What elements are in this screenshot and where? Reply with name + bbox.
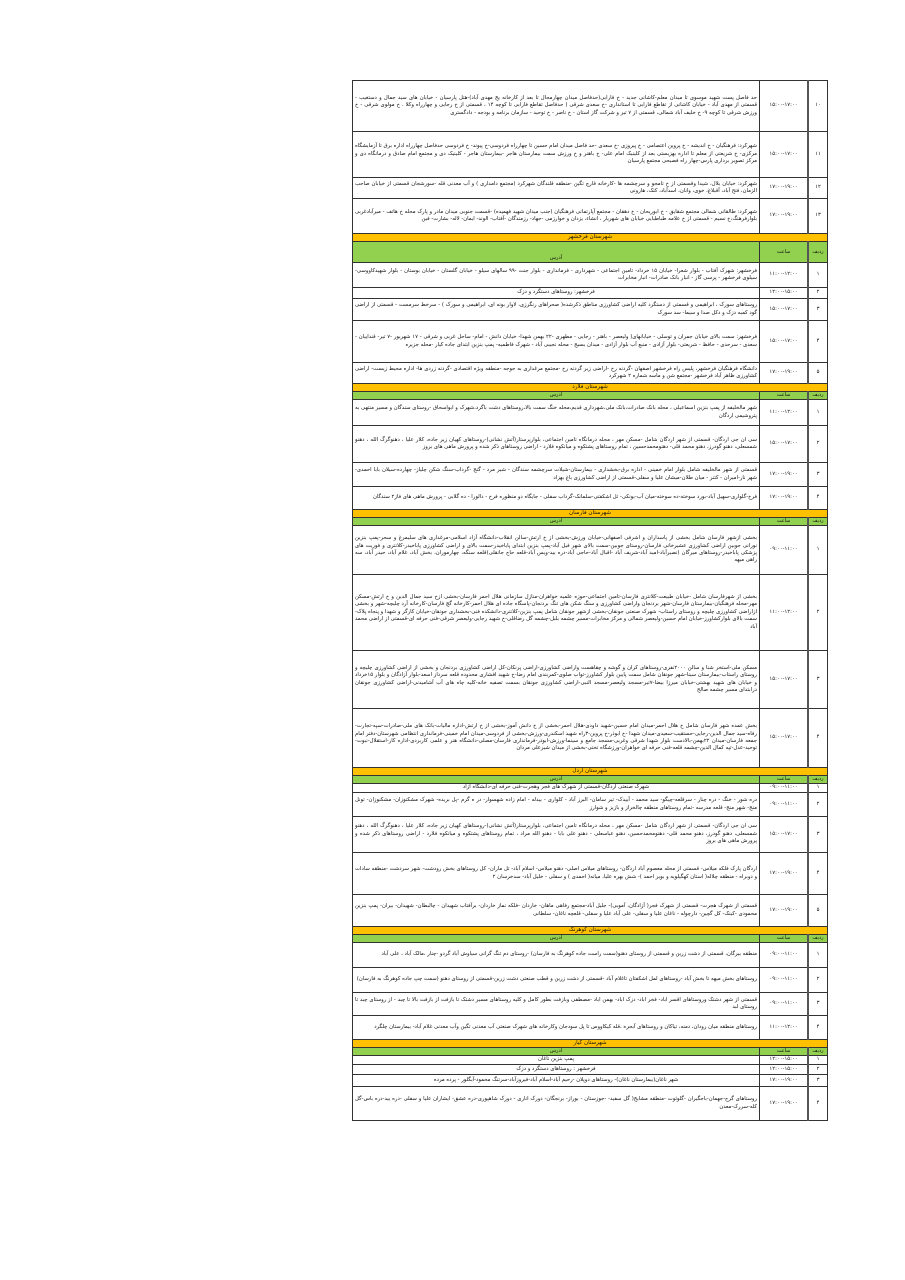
outage-address: روستاهای سورک ، ابراهیمی و قسمتی از دستگرد کلیه اراضی کشاورزی مناطق ذکرشده( صحراهای رنگرزی، لاوار بونه ای، ابراهیمی و سورک ) - سرخط سرمست - قسمتی از اراضی گود کمبه دزک و دکل صدا و سیما- سد سورک [353, 299, 760, 321]
table-row [353, 895, 828, 927]
table-row [353, 1056, 828, 1065]
table-row [353, 178, 828, 199]
outage-address: روستاهای منطقه میان رودان، دمنه، تیاکان و روستاهای آبحره ،قله کیکاووس تا پل سودجان وکارخانه های شهرک صنعتی آب معدنی تگین وآب معدنی غلام آباد- بیمارستان چلگرد [353, 1016, 760, 1040]
outage-time: ۱۷:۰۰-۱۹:۰۰ [760, 463, 809, 487]
row-number: ۳ [808, 1075, 828, 1087]
outage-address: شهر مالخلیفه از پمپ بنزین اسماعیلی ، محله بانک صادرات،بانک ملی،شهرداری قدیم،محله خنگ سمت بالا،روستاهای دشت باگرد،شهرک و ابواسحاق -روستای سندگان و مسیر منتهی به پتروشیمی اردگان [353, 400, 760, 426]
outage-address: شهرکرد: فرهنگیان - خ اندیشه - خ پروین اعتصامی - خ پیروزی -خ سعدی -حد فاصل میدان امام حسین تا چهارراه فردوسی-خ پیوند- خ فردوسی حدفاصل چهارراه اداره برق تا آزمایشگاه مرکزی- خ شریعتی از معلم تا اداره بهزیستی بعد از کلینیک امام علی- خ باهنر و خ ورزش سمت بیمارستان هاجر -بیمارستان هاجر - کلینیک دی و مجتمع امام صادق و درمانگاه دی و مرکز تصویر برداری پارس-چهار راه فصیحی مجتمع پارسیان [353, 132, 760, 178]
row-number: ۲ [808, 793, 828, 817]
outage-address: فرخشهر: روستاهای دستگرد و دزک [353, 288, 760, 299]
county-header [353, 1040, 828, 1048]
outage-time: ۱۵:۰۰-۱۷:۰۰ [760, 299, 809, 321]
outage-address: فرخ-گلواری-سهیل آباد-بورد سوخته-ده سوخته-میان آب-بونکی- تل اشکفتی-سلمانک-گرداب سفلی - جایگاه دو منظوره فرخ - دالورا - ده گلابی - پرورش ماهی های فاز۲ سندگان [353, 487, 760, 510]
outage-time: ۱۷:۰۰-۱۹:۰۰ [760, 178, 809, 199]
row-number: ۴ [808, 709, 828, 768]
row-number: ۱ [808, 1056, 828, 1065]
table-row [353, 709, 828, 768]
column-header-time: ساعت [760, 392, 809, 400]
row-number: ۱۱ [808, 132, 828, 178]
table-row [353, 81, 828, 132]
county-title: شهرستان کیار [353, 1040, 828, 1048]
column-header-row-number: ردیف [808, 776, 828, 784]
table-row [353, 943, 828, 968]
outage-address: فرخشهر: شهرک آفتاب - بلوار شعرا- خیابان ۱۵ خرداد- تامین اجتماعی - شهرداری - فرمانداری - بلوار جنت -۹۹ سالهای سیلو - خیابان گلستان - خیابان بوستان - بلوار شهیدکاووسی- سیلوی فرخشهر - پرسی گاز - انبار بانک صادرات- انبار مخابرات [353, 263, 760, 288]
table-row [353, 1087, 828, 1121]
outage-time: ۱۵:۰۰-۱۷:۰۰ [760, 651, 809, 709]
column-header-row-number: ردیف [808, 242, 828, 263]
outage-time: ۱۱:۰۰-۱۲:۰۰ [760, 575, 809, 651]
table-row [353, 1065, 828, 1075]
outage-address: قسمتی از شهر مالخلیفه شامل بلوار امام خمینی - اداره برق-بخشداری - بیمارستان-شیلات سرچشمه سندگان - شیر مرد - گنج -گرداب-سنگ شکن چلیاز- چهارده-سیلان بابا احمدی-شهر نار-امیران - کتنر - میان طلان-میشان علیا و سفلی-قسمتی از اراضی کشاورزی باغ بهزاد [353, 463, 760, 487]
outage-address: قسمتی از شهر دشتک وروستاهای اقسر اباد- فخر اباد- دزک اباد- بهمن اباد -مصطفی وبازفت بطور کامل و کلیه روستاهای مسیر دشتک تا بازفت از بازفت بالا تا چبد - از روستای چبد تا روستای لبد [353, 993, 760, 1016]
county-header [353, 927, 828, 935]
county-title: شهرستان اردل [353, 768, 828, 776]
table-row [353, 299, 828, 321]
row-number: ۱۰ [808, 81, 828, 132]
column-header-row-number: ردیف [808, 392, 828, 400]
outage-address: فرخشهر: سمت بالای خیابان جمران و توسلی - خیابانهای( ولیعصر - باهنر - رجایی - مطهری -۲۲ بهمن شهدا- خیابان دانش - امام- ساحل غربی و شرقی - ۱۷ شهریور -۷ تیر- قنداییان - سعدی - سرحدی - حافظ - شریعتی- بلوار آزادی - منبع آب بلوار آزادی - میدان بسیج - محله نجیبی آباد - شهرک فاطمیه- پمپ بنزین ابتدای جاده کیار -محله جزیره [353, 321, 760, 363]
table-row [353, 853, 828, 895]
outage-time: ۱۷:۰۰-۱۹:۰۰ [760, 853, 809, 895]
table-row [353, 968, 828, 993]
outage-time: ۱۵:۰۰-۱۷:۰۰ [760, 817, 809, 853]
row-number: ۳ [808, 993, 828, 1016]
table-row [353, 817, 828, 853]
column-header-time: ساعت [760, 935, 809, 943]
outage-time: ۱۵:۰۰-۱۷:۰۰ [760, 132, 809, 178]
outage-address: شهرکرد: طالقانی شمالی مجتمع شقایق - خ ابوریحان - خ دهقان - مجتمع آپارتمانی فرهنگیان (جنب میدان شهید فهمیده) -قسمت جنوبی میدان مادر و پارک محله خ هاتف - میرآبادغربی بلوارفرهنگ،خ نسیم - قسمتی از خ علامه طباطبایی خیابان های شهریار ، انشاء، یزدان و خوارزمی -جهاد- رزمندگان -آفتاب- الوند- ایمان- لاله- بشارت- فین [353, 199, 760, 234]
column-header-row [353, 392, 828, 400]
outage-address: پمپ بنزین ناغان [353, 1056, 760, 1065]
county-title: شهرستان فلارد [353, 384, 828, 392]
column-header-time: ساعت [760, 1048, 809, 1056]
row-number: ۱۲ [808, 178, 828, 199]
county-title: شهرستان کوهرنگ [353, 927, 828, 935]
table-row [353, 426, 828, 463]
outage-time: ۱۲:۰۰-۱۵:۰۰ [760, 1056, 809, 1065]
row-number: ۵ [808, 895, 828, 927]
table-row [353, 487, 828, 510]
table-row [353, 463, 828, 487]
outage-address: بخشی از شهرفارسان شامل -خیابان طبیعت-کلانتری فارسان-تامین اجتماعی-حوزه علمیه خواهران-منازل سازمانی هلال احمر فارسان-بخشی ازخ سید جمال الدین و خ ارتش-مسکن مهر-محله فرهنگیان-بیمارستان فارسان-شهر بردنجان واراضی کشاورزی و سنگ شکن های تنگ بردنجان-پاسگاه جاده ای هلال احمر-کارخانه گچ فارسان-کارخانه آرد چلیچه-شهر و بخشی ازاراضی کشاورزی چلیچه و روستای راستاب- شهرک صنعتی جونقان-بخشی ازشهر جونقان شامل پمپ بنزین-کلانتری-دانشکده فنی-بخشداری جونقان-خیابان کارگر و شهدا و پنجاه پلاک-سمت بالای بلوارکشاورز-خیابان امام حسین-ولیعصر شمالی و مرکز مخابرات-مسیر چشمه بلبل-چشمه گل رضاقلی-خ شهید رجایی-ولیعصر شرقی-فنی حرفه ای-قسمتی از اراضی محمد آباد [353, 575, 760, 651]
column-header-row [353, 1048, 828, 1056]
row-number: ۵ [808, 363, 828, 384]
row-number: ۱۳ [808, 199, 828, 234]
row-number: ۱ [808, 526, 828, 575]
outage-address: روستاهای بخش میهه تا بخش آباد -روستاهای لمل اشکفتان تاغلام آباد -قسمتی از دشت زرین و قطب صنعتی دشت زرین-قسمتی از روستای دهنو (سمت چپ جاده کوهرنگ به فارسان) [353, 968, 760, 993]
table-row [353, 288, 828, 299]
row-number: ۲ [808, 426, 828, 463]
column-header-time: ساعت [760, 776, 809, 784]
county-header [353, 510, 828, 518]
column-header-row [353, 242, 828, 263]
column-header-row [353, 518, 828, 526]
outage-address: شهرک صنعتی اردگان-قسمتی از شهرک های فجر وهجرت-فنی حرفه ای-دانشگاه آزاد [353, 784, 760, 793]
outage-time: ۱۵:۰۰-۱۷:۰۰ [760, 709, 809, 768]
outage-time: ۱۲:۰۰-۱۵:۰۰ [760, 1065, 809, 1075]
outage-time: ۱۷:۰۰-۱۹:۰۰ [760, 363, 809, 384]
table-row [353, 793, 828, 817]
outage-time: ۱۲:۰۰-۱۵:۰۰ [760, 288, 809, 299]
outage-time: ۱۱:۰۰-۱۲:۰۰ [760, 400, 809, 426]
outage-time: ۰۹:۰۰-۱۱:۰۰ [760, 993, 809, 1016]
county-header [353, 234, 828, 242]
column-header-address: آدرس [353, 242, 760, 263]
outage-address: حد فاصل پست شهید موسوی تا میدان معلم-کاشانی جدید - خ فارابی(حدفاصل میدان چهارمحال تا بعد از کارخانه یخ مهدی آباد)-هتل پارسیان - خیابان های سید جمال و دستغیب - قسمتی از مهدی آباد - خیابان کاشانی از تقاطع فارابی تا استانداری -خ سعدی شرقی ( حدفاصل تقاطع فارابی تا کوچه ۱۴ ، قسمتی از خ رجایی و چهارراه وکلا . خ مولوی شرقی - خ ورزش شرقی تا کوچه ۹- خ خلیف آباد شمالی، قسمتی از ۷ تیر و شرکت گاز استان - خ ناصر - خ توحید - سازمان برنامه و بودجه - دادگستری [353, 81, 760, 132]
table-row [353, 993, 828, 1016]
column-header-time: ساعت [760, 518, 809, 526]
row-number: ۳ [808, 299, 828, 321]
outage-time: ۱۱:۰۰-۱۲:۰۰ [760, 1016, 809, 1040]
table-row [353, 1075, 828, 1087]
outage-time: ۱۷:۰۰-۱۹:۰۰ [760, 1075, 809, 1087]
row-number: ۱ [808, 400, 828, 426]
outage-address: شهرکرد: خیابان بلال، شیدا وقسمتی از خ تامجو و سرچشمه ها -کارخانه قارچ تگین -منطقه قلندگان شهرکرد (مجتمع دامداری ) و آب معدنی قله -سورشجان قسمتی از خیابان صاحب الزمان، فتح آباد، آقبلاغ، خوی، وانان، اسدآباد، کتک، هارونی [353, 178, 760, 199]
column-header-row-number: ردیف [808, 1048, 828, 1056]
outage-time: ۱۵:۰۰-۱۷:۰۰ [760, 81, 809, 132]
column-header-row-number: ردیف [808, 518, 828, 526]
outage-address: سی ان جی اردگان- قسمتی از شهر اردگان شامل -مسکن مهر ، محله درمانگاه تامین اجتماعی، بلوارپرستار(آتش نشانی)-روستاهای کهیان زیر جاده، کلار علیا ، دهنوگرگ الله ، دهنو شمسعلی، دهنو گودرز، دهنو محمد قلی- دهنومحمدحسین ، تمام روستاهای پشتکوه و میانکوه فلارد - اراضی روستاهای ذکر شده و پرورش ماهی های بروز [353, 426, 760, 463]
row-number: ۴ [808, 1016, 828, 1040]
outage-time: ۰۹:۰۰-۱۱:۰۰ [760, 968, 809, 993]
outage-time: ۱۱:۰۰-۱۲:۰۰ [760, 263, 809, 288]
row-number: ۳ [808, 651, 828, 709]
table-row [353, 263, 828, 288]
outage-address: قسمتی از شهرک هجرت- قسمتی از شهرک فجر( آزادگان، آموبی)- جلیل آباد-مجتمع رفاهی ماهان- خاردان -فلکه نماز خاردان- برآفتاب شهیدان - چالبطان- شهیدان- بیران- پمپ بنزین محمودی -کینک- کل گچین- دارچوله - ناغان علیا و سفلی- علی آباد علیا و سفلی- قلعچه ناغان- سلطانی [353, 895, 760, 927]
county-title: شهرستان فرخشهر [353, 234, 828, 242]
outage-schedule-table [352, 80, 828, 1121]
outage-address: دره شور - خنگ - دره چنار - سرقلعه-چیگو- سید محمد - آییدک- تیر سامان- البرز آباد - کلواری - بیدله - امام زاده شهسوار- در ه گرم -پل بریده- شهرک مشکنوزان- مشکنوزان- تونل منج- شهر منج- قلعه مدرسه -تمام روستاهای منطقه چالخراز و بازیز و شوارز [353, 793, 760, 817]
table-row [353, 199, 828, 234]
outage-address: شهر ناغان(بیمارستان ناغان)- روستاهای دوپلان -رحیم آباد-اسلام آباد-فیروزآباد-سرتنگ محمود-آبگلور - پرده مرده [353, 1075, 760, 1087]
outage-time: ۰۹:۰۰-۱۱:۰۰ [760, 526, 809, 575]
row-number: ۱ [808, 263, 828, 288]
outage-address: مسکن ملی-استخر شنا و سالن ۲۰۰۰نفری-روستاهای کران و گوشه و چقاهست واراضی کشاورزی-اراضی پرنکان-کل اراضی کشاورزی بردنجان و بخشی از اراضی کشاورزی چلیچه و روستای راستاب-بیمارستان سینا-شهر جونقان شامل سمت پایین بلوار کشاورز-تواب صلوی-کمربندی امام رضا-خ شهید افشاری محدوده قلعه سرداز اسعد-بلوار آزادگان و بلوار ۱۵خرداد و خیابان های شهید بهشتی-خیابان میرزا بیضا-۷تیر-مسجد ولیعصر-مسجد النبی-اراضی کشاورزی جونقان بسمت تصفیه خانه-کلیه چاه های آب آشامیدنی-اراضی کشاورزی جونقان درابتدای مسیر چشمه صالح [353, 651, 760, 709]
row-number: ۲ [808, 1065, 828, 1075]
outage-address: منطقه بیرگان، قسمتی از دشت زرین و قسمتی از روستای دهنو(سمت راست جاده کوهرنگ به فارسان) -روستای دم تنگ گرانی سیاوش آباد گردو -چنار ،مالک آباد ، علی آباد [353, 943, 760, 968]
column-header-address: آدرس [353, 518, 760, 526]
row-number: ۳ [808, 817, 828, 853]
outage-time: ۰۹:۰۰-۱۱:۰۰ [760, 943, 809, 968]
table-row [353, 651, 828, 709]
outage-address: بخشی ازشهر فارسان شامل بخشی از پاسداران و اشرفی اصفهانی-خیابان ورزش-بخشی از خ ارتش-سالن انقلاب-دانشگاه آزاد اسلامی-مرغداری های سلیمرغ و سحر-پمپ بنزین نورانی جوبین اراضی کشاورزی عشیرخانی فارسان-روستای جوبین-سمت بالای شهر فیل آباد-پمپ بنزین ابتدای پاباخیدر-سمت بالای و اراضی کشاورزی پاباخیدر-کلانتری و فوریت های پزشکی پاباخیدر-روستاهای میرگان (نصیرآباد-امید آباد-شریف آباد -اقبال آباد-حاجی آباد-دره بید-ویس آباد-قلعه حاج جانقلی)قلعه سنگه، چهارموران، بخش آباد، غلام آباد، حیدر آباد، سه راهی میهه [353, 526, 760, 575]
column-header-row [353, 776, 828, 784]
table-row [353, 575, 828, 651]
row-number: ۲ [808, 575, 828, 651]
outage-time: ۱۷:۰۰-۱۹:۰۰ [760, 1087, 809, 1121]
table-row [353, 363, 828, 384]
table-row [353, 784, 828, 793]
column-header-time: ساعت [760, 242, 809, 263]
column-header-row [353, 935, 828, 943]
outage-time: ۱۵:۰۰-۱۷:۰۰ [760, 321, 809, 363]
outage-time: ۱۵:۰۰-۱۷:۰۰ [760, 426, 809, 463]
row-number: ۱ [808, 943, 828, 968]
table-row [353, 1016, 828, 1040]
column-header-address: آدرس [353, 1048, 760, 1056]
outage-time: ۱۷:۰۰-۱۹:۰۰ [760, 199, 809, 234]
outage-address: روستاهای گرج-جهمان-باجگیران -گلوئوت -منطقه مشایخ( گل سفید- -جوزستان - بوراز- برنجگان- دورک اناری - دورک شاهپوری-دره عشق- ایشاران علیا و سفلی -دره بید-دره باس-گل کله-سررک-معدن [353, 1087, 760, 1121]
county-title: شهرستان فارسان [353, 510, 828, 518]
table-row [353, 526, 828, 575]
outage-time: ۱۷:۰۰-۱۹:۰۰ [760, 487, 809, 510]
column-header-address: آدرس [353, 935, 760, 943]
outage-time: ۰۹:۰۰-۱۱:۰۰ [760, 784, 809, 793]
column-header-row-number: ردیف [808, 935, 828, 943]
outage-address: اردگان پارک فلکه میلاس- قسمتی از محله معصوم آباد اردگان- روستاهای میلاس اصلی- دهنو میلاس- اسلام آباد- تل ماران- کل روستاهای بخش رودشت- شهر سردشت -منطقه سادات و دوبراه - منطقه چلاله( استان کهگیلویه و بویر احمد )- شش بهره علیا، میانه( احمدی ) و سفلی - خلیل آباد- سدخرسان ۲ [353, 853, 760, 895]
outage-address: فرخشهر : روستاهای دستگرد و دزک [353, 1065, 760, 1075]
column-header-address: آدرس [353, 392, 760, 400]
column-header-address: آدرس [353, 776, 760, 784]
table-row [353, 321, 828, 363]
outage-address: دانشگاه فرهنگیان فرخشهر، پلیس راه فرخشهر اصفهان -گردنه رخ -اراضی زیر گردنه رخ -مجتمع مرغداری به جوجه -منطقه ویژه اقتصادی -گردنه زردی ها- اداره محیط زیست- اراضی کشاورزی ظاهر آباد فرخشهر -مجتمع شن و ماسه شماره ۲ شهرکرد [353, 363, 760, 384]
outage-time: ۰۹:۰۰-۱۱:۰۰ [760, 793, 809, 817]
row-number: ۳ [808, 463, 828, 487]
row-number: ۴ [808, 321, 828, 363]
row-number: ۲ [808, 968, 828, 993]
row-number: ۴ [808, 853, 828, 895]
outage-address: بخش عمده شهر فارسان شامل خ هلال احمر-میدان امام حسین-شهید داودی-هلال احمر-بخشی از خ دانش آموز-بخشی از خ ارتش-اداره مالیات-بانک های ملی-صادرات-سپه-تجارت-رفاه-سید جمال الدین-رجایی-حستقیب-سعیدی-میدان شهدا -خ ابوذر-خ پروین-۳راه شهید اسکندری-ورزش-بخشی از فردوسی-میدان امام خمینی-فرمانداری انتظامی شهرستان-دفتر امام جمعه فارسان-میدان ۲۲بهمن-بالادست بلوار شهدا شرقی وغربی-مسجد جامع و سینما-ورزش-ابوذر-فرمانداری فارسان-مصلی-دانشگاه هنر و علمی کاربردی-اداره کار-استقلال-نبوت-توحید-عدل-تپه کمال الدین-چشمه قلعه-فنی حرفه ای خواهران-ورزشگاه تختی-بخشی از میدان شیرعلی مردان [353, 709, 760, 768]
row-number: ۱ [808, 784, 828, 793]
county-header [353, 384, 828, 392]
row-number: ۴ [808, 1087, 828, 1121]
outage-time: ۱۷:۰۰-۱۹:۰۰ [760, 895, 809, 927]
table-row [353, 132, 828, 178]
table-row [353, 400, 828, 426]
outage-address: سی ان جی اردگان- قسمتی از شهر اردگان شامل -مسکن مهر ، محله درمانگاه تامین اجتماعی، بلوارپرستار(آتش نشانی)-روستاهای کهیان زیر جاده، کلار علیا ، دهنوگرگ الله ، دهنو شمسعلی، دهنو گودرز، دهنو محمد قلی- دهنومحمدحسین، دهنو عباسعلی - دهنو علی بابا - دهنو الله مراد ، تمام روستاهای پشتکوه و میانکوه فلارد - اراضی روستاهای ذکر شده و پرورش ماهی های بروز [353, 817, 760, 853]
row-number: ۴ [808, 487, 828, 510]
county-header [353, 768, 828, 776]
row-number: ۲ [808, 288, 828, 299]
